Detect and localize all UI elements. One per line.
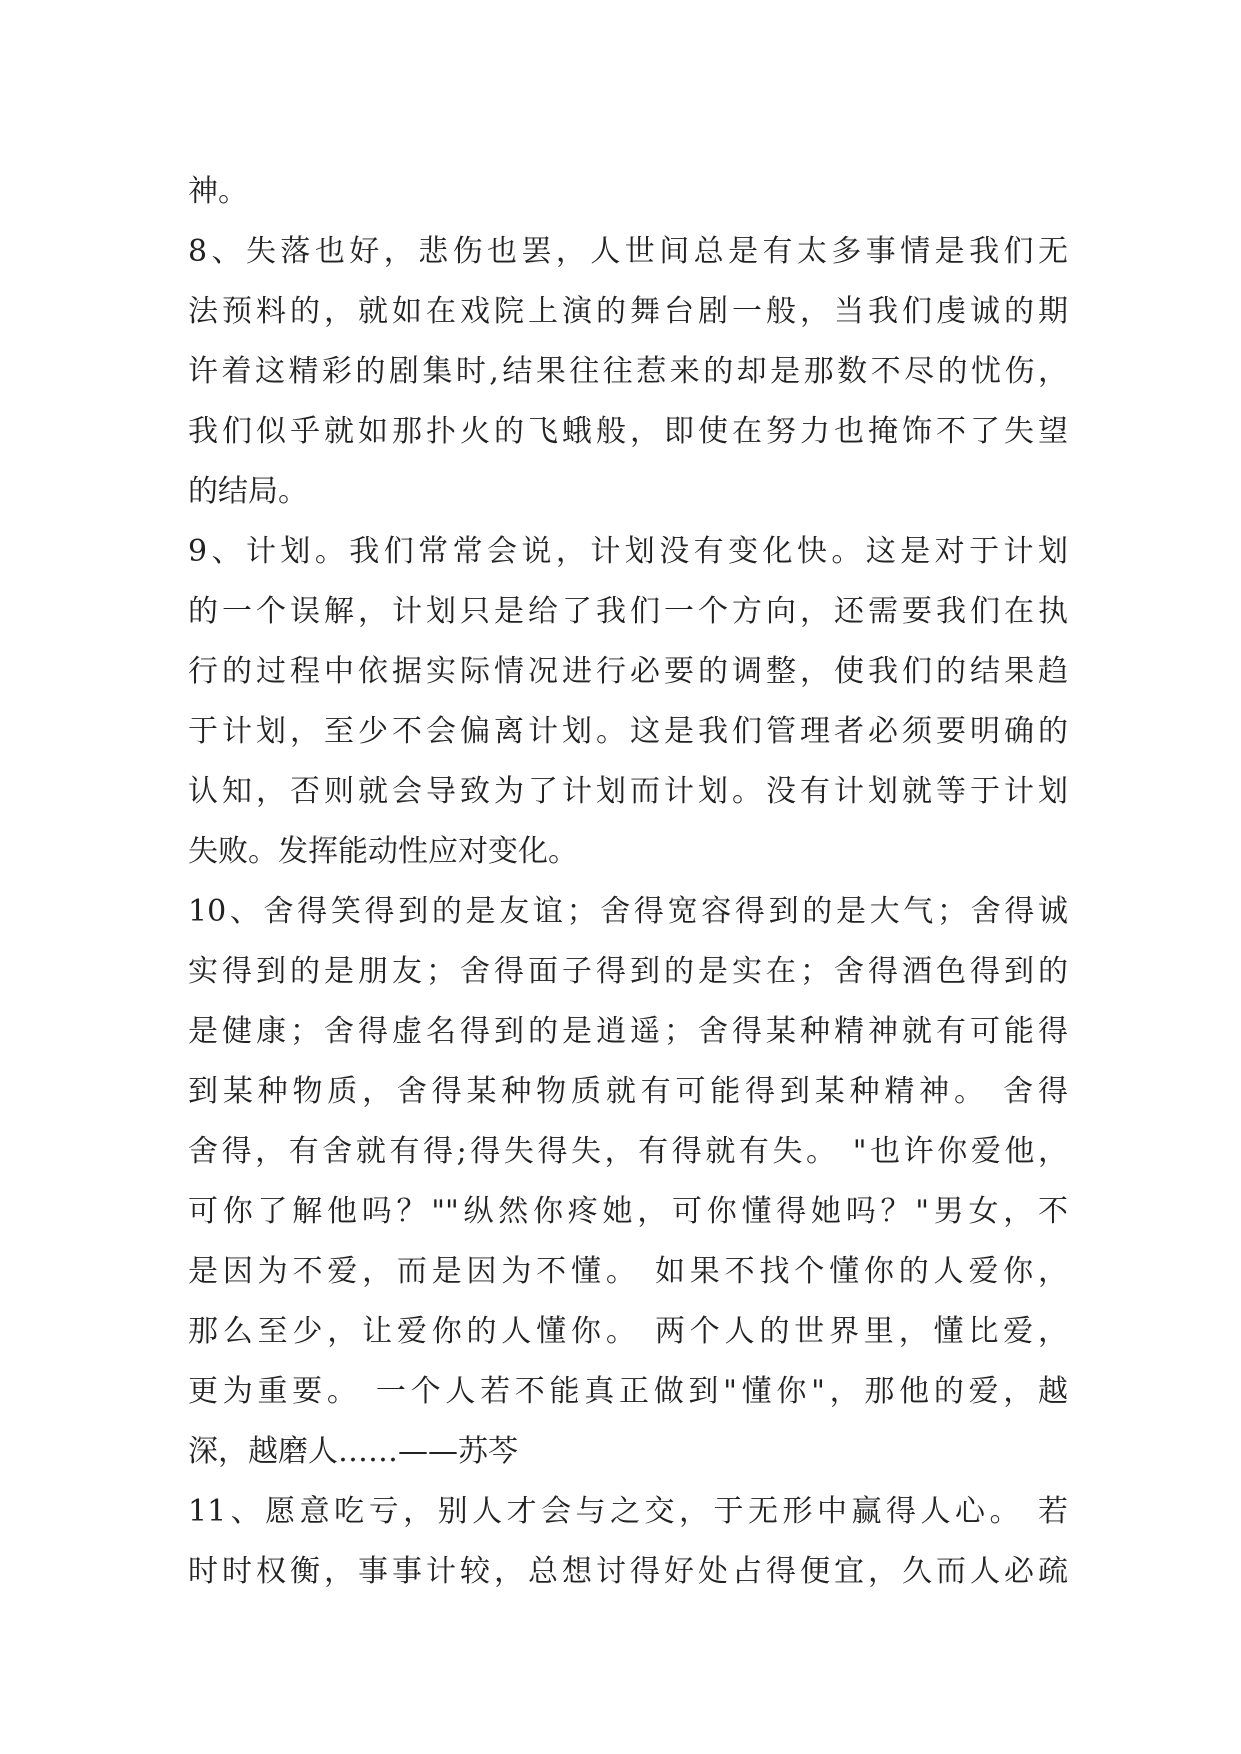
paragraph-item-9: [188, 522, 1068, 882]
text-line: 到某种物质，舍得某种物质就有可能得到某种精神。 舍得: [188, 1074, 1068, 1109]
text-line: 法预料的，就如在戏院上演的舞台剧一般，当我们虔诚的期: [188, 294, 1068, 329]
text-line: 可你了解他吗？""纵然你疼她，可你懂得她吗？"男女，不: [188, 1194, 1068, 1229]
text-line: 认知，否则就会导致为了计划而计划。没有计划就等于计划: [188, 774, 1068, 809]
document-body: [188, 162, 1068, 1602]
paragraph-item-10: [188, 882, 1068, 1482]
text-line: 更为重要。 一个人若不能真正做到"懂你"，那他的爱，越: [188, 1374, 1068, 1409]
text-line: 我们似乎就如那扑火的飞蛾般，即使在努力也掩饰不了失望: [188, 414, 1068, 449]
paragraph-item-11: [188, 1482, 1068, 1602]
paragraph-p-cont: [188, 162, 1068, 222]
text-line: 深，越磨人……——苏芩: [188, 1434, 518, 1469]
text-line: 10、舍得笑得到的是友谊；舍得宽容得到的是大气；舍得诚: [188, 894, 1068, 929]
text-line: 的一个误解，计划只是给了我们一个方向，还需要我们在执: [188, 594, 1068, 629]
text-line: 是因为不爱，而是因为不懂。 如果不找个懂你的人爱你，: [188, 1254, 1068, 1289]
text-line: 8、失落也好，悲伤也罢，人世间总是有太多事情是我们无: [188, 234, 1068, 269]
text-line: 于计划，至少不会偏离计划。这是我们管理者必须要明确的: [188, 714, 1068, 749]
text-line: 实得到的是朋友；舍得面子得到的是实在；舍得酒色得到的: [188, 954, 1068, 989]
text-line: 9、计划。我们常常会说，计划没有变化快。这是对于计划: [188, 534, 1068, 569]
text-line: 神。: [188, 174, 248, 209]
text-line: 舍得，有舍就有得;得失得失，有得就有失。 "也许你爱他，: [188, 1134, 1068, 1169]
text-line: 的结局。: [188, 474, 308, 509]
text-line: 是健康；舍得虚名得到的是逍遥；舍得某种精神就有可能得: [188, 1014, 1068, 1049]
text-line: 许着这精彩的剧集时,结果往往惹来的却是那数不尽的忧伤，: [188, 354, 1068, 389]
text-line: 11、愿意吃亏，别人才会与之交，于无形中赢得人心。 若: [188, 1494, 1068, 1529]
paragraph-item-8: [188, 222, 1068, 522]
text-line: 时时权衡，事事计较，总想讨得好处占得便宜，久而人必疏: [188, 1554, 1068, 1589]
text-line: 那么至少，让爱你的人懂你。 两个人的世界里，懂比爱，: [188, 1314, 1068, 1349]
text-line: 行的过程中依据实际情况进行必要的调整，使我们的结果趋: [188, 654, 1068, 689]
text-line: 失败。发挥能动性应对变化。: [188, 834, 578, 869]
